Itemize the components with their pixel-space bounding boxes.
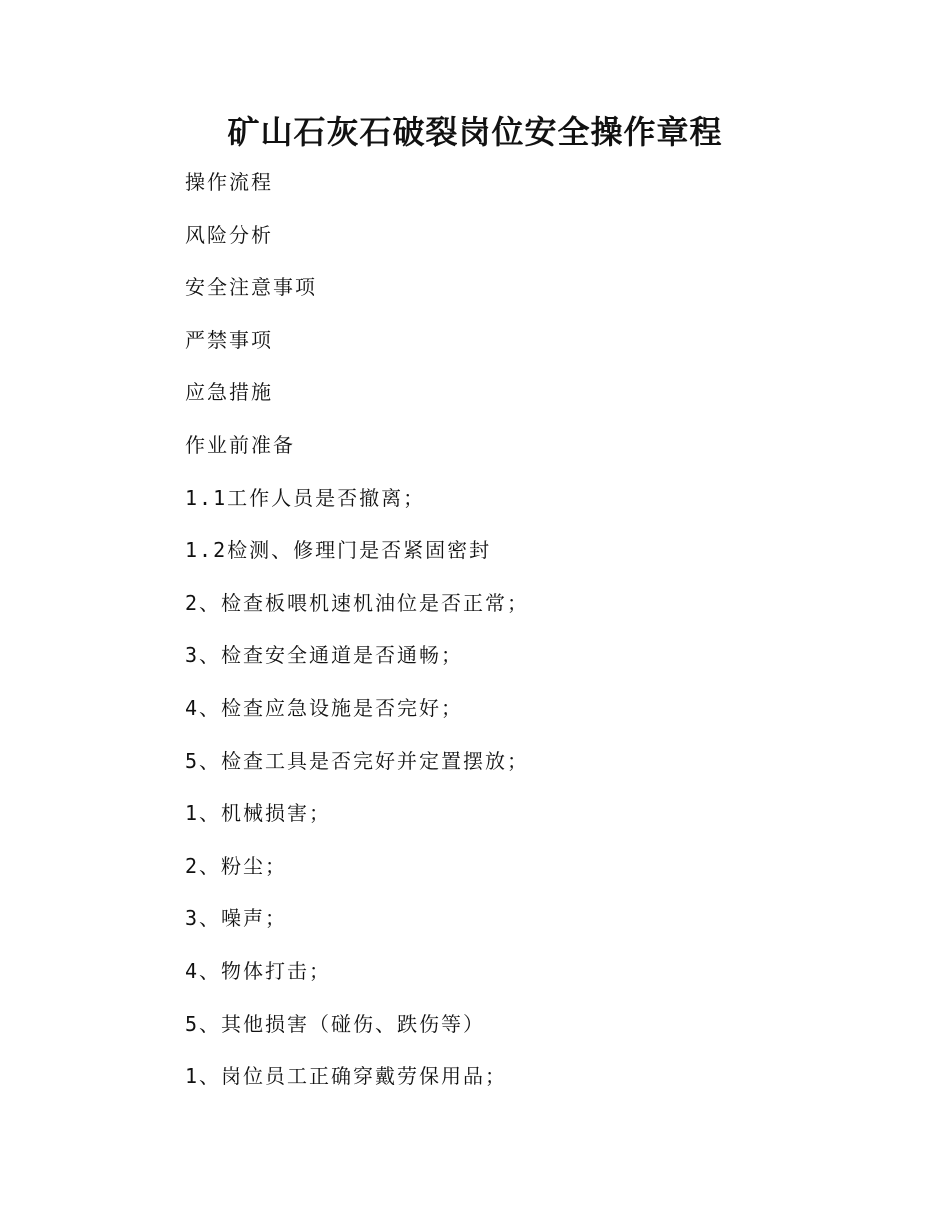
paragraph: 5、检查工具是否完好并定置摆放；	[185, 748, 530, 773]
paragraph: 1.2检测、修理门是否紧固密封	[185, 538, 492, 563]
paragraph: 安全注意事项	[185, 275, 317, 300]
document-title: 矿山石灰石破裂岗位安全操作章程	[227, 113, 723, 151]
paragraph: 4、检查应急设施是否完好；	[185, 695, 464, 720]
paragraph: 2、粉尘；	[185, 853, 288, 878]
paragraph: 3、检查安全通道是否通畅；	[185, 643, 464, 668]
paragraph: 应急措施	[185, 380, 273, 405]
paragraph: 1、岗位员工正确穿戴劳保用品；	[185, 1064, 508, 1089]
paragraph: 5、其他损害（碰伤、跌伤等）	[185, 1011, 486, 1036]
paragraph: 操作流程	[185, 170, 273, 194]
paragraph: 2、检查板喂机速机油位是否正常；	[185, 590, 530, 615]
paragraph: 1、机械损害；	[185, 801, 332, 826]
paragraph: 1.1工作人员是否撤离；	[185, 485, 426, 510]
document-body	[185, 162, 865, 1109]
paragraph: 3、噪声；	[185, 906, 288, 931]
paragraph: 严禁事项	[185, 327, 273, 352]
paragraph: 作业前准备	[185, 432, 295, 457]
paragraph: 风险分析	[185, 222, 273, 247]
paragraph: 4、物体打击；	[185, 958, 332, 983]
